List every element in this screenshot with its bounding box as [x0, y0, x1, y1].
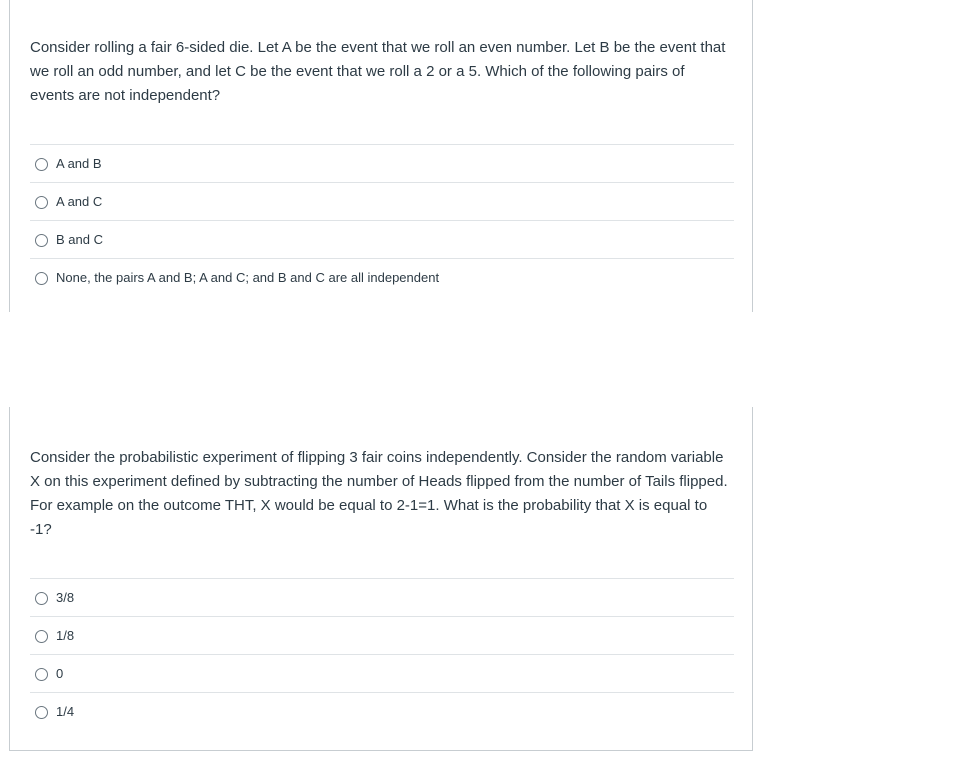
radio-button[interactable]: [35, 592, 48, 605]
answer-option[interactable]: [30, 616, 734, 654]
question-2-answers: [30, 578, 734, 730]
answer-label: 0: [56, 666, 64, 681]
radio-button[interactable]: [35, 630, 48, 643]
radio-button[interactable]: [35, 234, 48, 247]
radio-button[interactable]: [35, 158, 48, 171]
radio-button[interactable]: [35, 668, 48, 681]
radio-button[interactable]: [35, 196, 48, 209]
radio-button[interactable]: [35, 272, 48, 285]
radio-button[interactable]: [35, 706, 48, 719]
answer-option[interactable]: [30, 692, 734, 730]
question-1-text: Consider rolling a fair 6-sided die. Let A be the event that we roll an even number. Let B be the event that we roll an odd number, and let C be the event that we roll a 2 or a 5. Which of the following pairs of events are not independent?: [30, 39, 726, 104]
answer-option[interactable]: [30, 654, 734, 692]
answer-label: 1/8: [56, 628, 75, 643]
answer-option[interactable]: [30, 182, 734, 220]
question-2: [9, 407, 753, 751]
answer-label: A and C: [56, 194, 103, 209]
answer-label: 3/8: [56, 590, 75, 605]
answer-option[interactable]: [30, 144, 734, 182]
answer-option[interactable]: [30, 220, 734, 258]
question-1-answers: [30, 144, 734, 296]
question-1: [9, 0, 753, 312]
answer-option[interactable]: [30, 578, 734, 616]
answer-label: B and C: [56, 232, 103, 247]
answer-label: 1/4: [56, 704, 75, 719]
question-2-text: Consider the probabilistic experiment of flipping 3 fair coins independently. Consider the random variable X on this experiment defined by subtracting the number of Heads flipped from the number of Tails flipped. For example on the outcome THT, X would be equal to 2-1=1. What is the probability that X is equal to -1?: [30, 449, 728, 538]
answer-label: A and B: [56, 156, 102, 171]
answer-option[interactable]: [30, 258, 734, 296]
answer-label: None, the pairs A and B; A and C; and B and C are all independent: [56, 270, 440, 285]
